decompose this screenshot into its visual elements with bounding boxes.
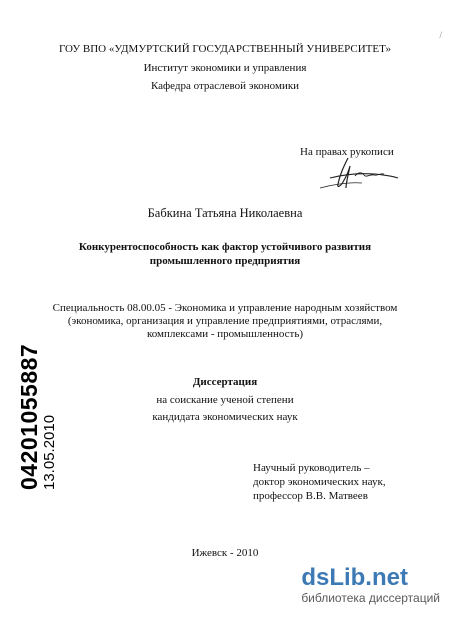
thesis-title-line-1: Конкурентоспособность как фактор устойчивого развития bbox=[78, 241, 372, 253]
registration-stamp bbox=[16, 344, 58, 490]
author-name: Бабкина Татьяна Николаевна bbox=[147, 206, 303, 220]
rights-note: На правах рукописи bbox=[300, 146, 394, 158]
handwritten-signature bbox=[300, 152, 400, 197]
corner-mark: / bbox=[439, 30, 442, 40]
supervisor-block bbox=[253, 461, 386, 503]
dslib-watermark bbox=[301, 565, 440, 605]
university-name: ГОУ ВПО «УДМУРТСКИЙ ГОСУДАРСТВЕННЫЙ УНИВЕРСИТЕТ» bbox=[58, 43, 392, 55]
specialty-line-3: комплексами - промышленность) bbox=[146, 328, 304, 340]
thesis-title-line-2: промышленного предприятия bbox=[149, 255, 301, 267]
city-year: Ижевск - 2010 bbox=[191, 547, 259, 559]
supervisor-line-3: профессор В.В. Матвеев bbox=[253, 490, 368, 502]
supervisor-line-2: доктор экономических наук, bbox=[253, 476, 386, 488]
dissertation-heading: Диссертация bbox=[192, 376, 258, 388]
watermark-subtitle: библиотека диссертаций bbox=[301, 591, 440, 605]
specialty-line-1: Специальность 08.00.05 - Экономика и управление народным хозяйством bbox=[52, 302, 398, 314]
degree-line-1: на соискание ученой степени bbox=[156, 394, 294, 406]
supervisor-line-1: Научный руководитель – bbox=[253, 462, 370, 474]
registration-number: 04201055887 bbox=[16, 343, 42, 490]
specialty-line-2: (экономика, организация и управление предприятиями, отраслями, bbox=[67, 315, 383, 327]
institute-name: Институт экономики и управления bbox=[143, 62, 307, 74]
watermark-logo: dsLib.net bbox=[301, 564, 408, 591]
registration-date: 13.05.2010 bbox=[41, 414, 58, 490]
degree-line-2: кандидата экономических наук bbox=[152, 411, 298, 423]
department-name: Кафедра отраслевой экономики bbox=[150, 80, 300, 92]
